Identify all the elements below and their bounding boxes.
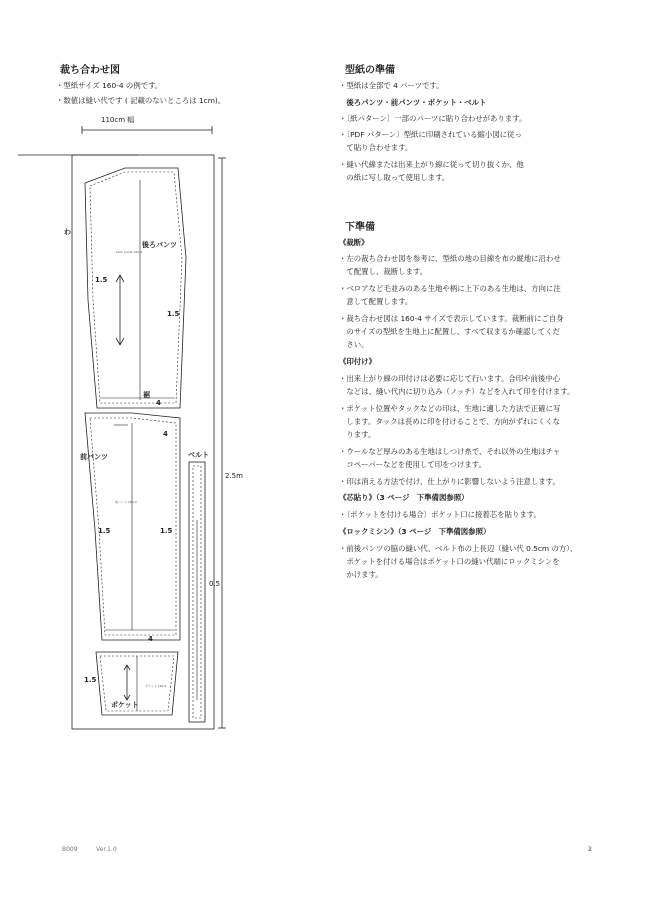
- marking-line: ・出来上がり線の印付けは必要に応じて行います。合印や前後中心: [339, 374, 561, 383]
- preparation-title: 下準備: [345, 222, 375, 233]
- note-seam-allowance: ・数値は縫い代です ( 記載のないところは 1cm)。: [56, 96, 226, 105]
- serging-heading: 《ロックミシン》（3 ページ 下準備図参照）: [339, 527, 491, 536]
- fold-label: わ: [64, 228, 71, 236]
- back-allowance-hem: 4: [156, 399, 161, 407]
- marking-line: ・ウールなど厚みのある生地はしつけ糸で、それ以外の生地はチャ: [339, 447, 561, 456]
- cutting-line: 意して配置します。: [339, 297, 413, 306]
- marking-line: します。タックは長めに印を付けることで、方向がずれにくくな: [339, 417, 560, 426]
- front-allowance-right: 1.5: [160, 527, 173, 535]
- cutting-line: て配置し、裁断します。: [339, 267, 428, 276]
- fabric-width-label: 110cm 幅: [101, 116, 135, 124]
- prep-line: て貼り合わせます。: [339, 143, 413, 152]
- prep-line: ・〔PDF パターン〕型紙に印刷されている縮小図に従っ: [339, 130, 522, 139]
- marking-line: ります。: [339, 430, 376, 439]
- back-pants-piece: [85, 168, 186, 408]
- pocket-allowance: 1.5: [84, 676, 97, 684]
- marking-line: ・ポケット位置やタックなどの印は、生地に適した方法で正確に写: [339, 404, 561, 413]
- page-number: 2: [588, 846, 592, 853]
- hem-label: 裾: [143, 391, 150, 399]
- interfacing-line: ・〔ポケットを付ける場合〕ポケット口に接着芯を貼ります。: [339, 510, 541, 519]
- front-piece-print: 前パンツ 160-4: [115, 500, 137, 504]
- cutting-layout-title: 裁ち合わせ図: [60, 65, 120, 76]
- prep-line: ・型紙は全部で 4 パーツです。: [339, 81, 444, 90]
- front-allowance-left: 1.5: [98, 527, 111, 535]
- prep-line: ・〔紙パターン〕一部のパーツに貼り合わせがあります。: [339, 114, 527, 123]
- version-label: Ver.1.0: [96, 846, 117, 853]
- back-pants-label: 後ろパンツ: [142, 241, 177, 249]
- cutting-line: ・裁ち合わせ図は 160-4 サイズで表示しています。裁断前にご自身: [339, 314, 564, 323]
- marking-line: などは、縫い代内に切り込み（ノッチ）などを入れて印を付けます。: [339, 387, 575, 396]
- cutting-line: ・左の裁ち合わせ図を参考に、型紙の地の目線を布の縦地に沿わせ: [339, 254, 561, 263]
- front-allowance-top: 4: [163, 430, 168, 438]
- interfacing-heading: 《芯貼り》（3 ページ 下準備図参照）: [339, 493, 469, 502]
- prep-line: 後ろパンツ・前パンツ・ポケット・ベルト: [339, 98, 487, 107]
- product-code: B009: [62, 846, 78, 853]
- marking-line: コペーパーなどを使用して印をつけます。: [339, 460, 486, 469]
- back-allowance-right: 1.5: [167, 310, 180, 318]
- note-pattern-size: ・型紙サイズ 160-4 の例です。: [56, 81, 163, 90]
- cutting-line: さい。: [339, 340, 369, 349]
- belt-allowance: 0.5: [209, 580, 221, 588]
- cutting-line: ・ベロアなど毛並みのある生地や柄に上下のある生地は、方向に注: [339, 284, 561, 293]
- serging-line: ポケットを付ける場合はポケット口の縫い代端にロックミシンを: [339, 557, 560, 566]
- prep-line: の紙に写し取って使用します。: [339, 173, 450, 182]
- prep-line: ・縫い代線または出来上がり線に従って切り抜くか、他: [339, 160, 524, 169]
- back-allowance-left: 1.5: [95, 276, 108, 284]
- pattern-prep-title: 型紙の準備: [345, 65, 395, 76]
- fabric-length-label: 2.5m: [225, 472, 243, 480]
- belt-label: ベルト: [188, 451, 209, 459]
- pocket-piece-print: ポケット 160-4: [145, 684, 167, 688]
- front-pants-label: 前パンツ: [80, 453, 108, 461]
- cutting-line: のサイズの型紙を生地上に配置し、すべて収まるか確認してくだ: [339, 327, 560, 336]
- back-piece-print: back pants 160-4: [116, 250, 143, 254]
- pocket-label: ポケット: [111, 701, 139, 709]
- cutting-heading: 《裁断》: [339, 238, 369, 247]
- marking-heading: 《印付け》: [339, 357, 376, 366]
- serging-line: かけます。: [339, 570, 383, 579]
- serging-line: ・前後パンツの脇の縫い代、ベルト布の上長辺（縫い代 0.5cm の方）、: [339, 544, 578, 553]
- front-allowance-hem: 4: [148, 635, 153, 643]
- marking-line: ・印は消える方法で付け、仕上がりに影響しないよう注意します。: [339, 477, 560, 486]
